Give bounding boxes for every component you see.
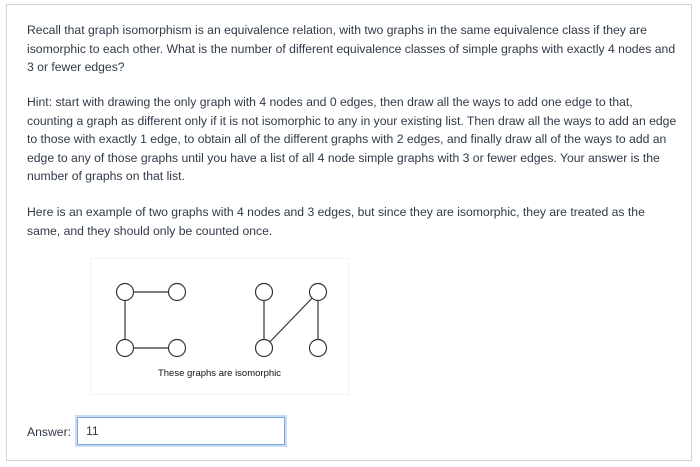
graph2-edge-diagonal xyxy=(264,292,318,348)
graph2-node-bottom-right xyxy=(310,340,327,357)
graph1-node-bottom-left xyxy=(117,340,134,357)
graph2-node-top-right xyxy=(310,284,327,301)
question-text: Recall that graph isomorphism is an equivalence relation, with two graphs in the same equivalence class if they are isomorphic to each other. What is the number of different equivalence classes of simple graphs with exactly 4 nodes and 3 or fewer edges? xyxy=(27,23,676,75)
isomorphic-graphs-figure xyxy=(91,259,348,394)
graph2-node-bottom-left xyxy=(256,340,273,357)
graph2-node-top-left xyxy=(256,284,273,301)
question-panel xyxy=(6,4,692,461)
graphs-drawing xyxy=(91,259,348,369)
graph1-node-top-left xyxy=(117,284,134,301)
example-text: Here is an example of two graphs with 4 nodes and 3 edges, but since they are isomorphic, they are treated as the same, and they should only be counted once. xyxy=(27,205,645,238)
graph1-node-top-right xyxy=(169,284,186,301)
answer-input[interactable] xyxy=(77,417,285,445)
graph1-node-bottom-right xyxy=(169,340,186,357)
figure-caption: These graphs are isomorphic xyxy=(157,368,282,379)
hint-text: Hint: start with drawing the only graph with 4 nodes and 0 edges, then draw all the ways to add one edge to that, counting a graph as different only if it is not isomorphic to any in your existing list. Then draw all the ways to add an edge to those with exactly 1 edge, to obtain all of the different graphs with 2 edges, and finally draw all of the ways to add an edge to any of those graphs until you have a list of all 4 node simple graphs with 3 or fewer edges. Your answer is the number of graphs on that list. xyxy=(27,95,677,184)
answer-label: Answer: xyxy=(27,425,72,439)
